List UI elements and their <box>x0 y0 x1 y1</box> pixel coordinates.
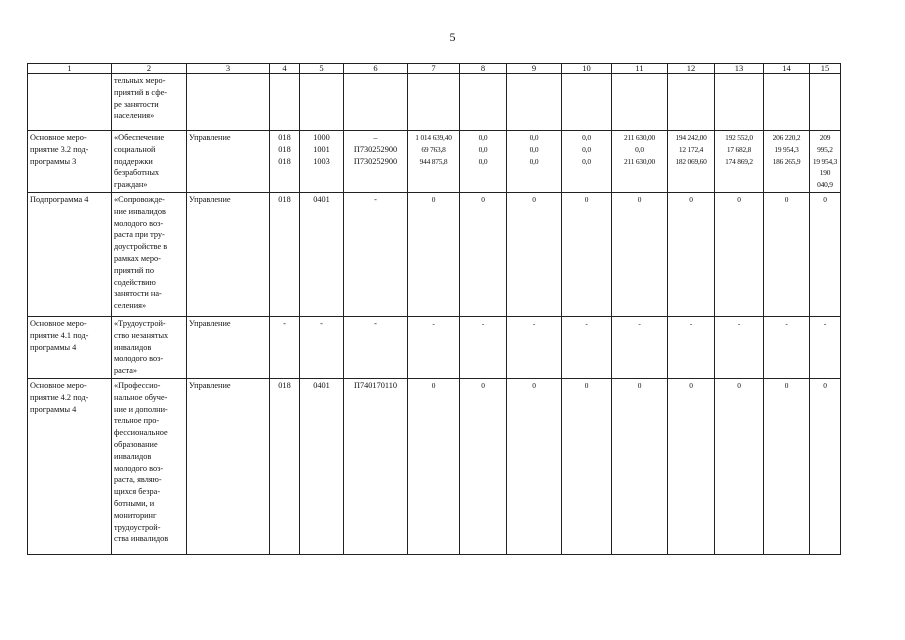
cell-line: - <box>689 318 693 328</box>
cell-year-value <box>764 378 810 554</box>
cell-line: 174 869,2 <box>725 156 753 166</box>
table-row <box>28 74 841 131</box>
cell-year-value <box>764 74 810 131</box>
cell-line: 0 <box>584 194 589 204</box>
cell-grbs-code <box>270 131 300 193</box>
cell-line: граждан» <box>114 180 148 190</box>
cell-year-value <box>668 74 715 131</box>
cell-line: 206 220,2 <box>772 133 801 142</box>
cell-line: 0 <box>481 380 485 390</box>
cell-program-name <box>28 316 112 378</box>
cell-line: ботными, и <box>114 498 155 508</box>
cell-line: 0401 <box>313 194 330 204</box>
cell-year-value <box>507 74 562 131</box>
cell-year-value <box>460 192 507 316</box>
cell-line: программы 4 <box>30 404 77 414</box>
cell-line: 0,0 <box>635 144 644 154</box>
page-number: 5 <box>449 30 456 44</box>
cell-year-value <box>612 192 668 316</box>
cell-total-value <box>408 192 460 316</box>
cell-line: - <box>374 194 377 204</box>
cell-year-value <box>668 316 715 378</box>
cell-line: 0,0 <box>529 133 539 142</box>
cell-line: поддержки <box>114 156 153 166</box>
cell-line: 0,0 <box>582 156 591 166</box>
cell-year-value <box>507 378 562 554</box>
cell-line: - <box>432 318 435 328</box>
cell-line: инвалидов <box>114 342 152 352</box>
cell-line: – <box>373 133 378 142</box>
cell-line: 0,0 <box>582 144 591 154</box>
cell-year-value <box>810 378 841 554</box>
cell-line: - <box>737 318 741 328</box>
cell-line: - <box>532 318 536 328</box>
cell-line: молодого воз- <box>114 463 164 473</box>
column-header-5: 5 <box>300 64 344 74</box>
cell-line: социальной <box>114 144 156 154</box>
table-row <box>28 316 841 378</box>
cell-line: - <box>374 318 377 328</box>
cell-line: 0 <box>431 380 436 390</box>
cell-line: рамках меро- <box>114 253 161 263</box>
cell-line: безработных <box>114 168 160 178</box>
cell-line: 0,0 <box>582 133 591 142</box>
cell-year-value <box>507 131 562 193</box>
cell-year-value <box>764 131 810 193</box>
cell-line: трудоустрой- <box>114 522 161 532</box>
cell-line: занятости на- <box>114 289 162 299</box>
cell-line: 0 <box>689 380 693 390</box>
cell-year-value <box>612 316 668 378</box>
cell-line: 209 995,2 <box>817 133 833 154</box>
cell-line: «Профессио- <box>114 380 161 390</box>
cell-line: 0 <box>823 380 827 390</box>
cell-line: 018 <box>278 133 291 142</box>
cell-line: 211 630,00 <box>624 133 655 142</box>
cell-line: 182 069,60 <box>675 156 707 166</box>
column-header-14: 14 <box>764 64 810 74</box>
cell-line: 1003 <box>313 156 330 166</box>
cell-line: молодого воз- <box>114 354 164 364</box>
cell-year-value <box>562 131 612 193</box>
cell-line: тельное про- <box>114 416 160 426</box>
cell-line: образование <box>114 439 158 449</box>
cell-year-value <box>460 131 507 193</box>
column-header-7: 7 <box>408 64 460 74</box>
cell-year-value <box>764 192 810 316</box>
cell-grbs-code <box>270 316 300 378</box>
cell-year-value <box>612 131 668 193</box>
cell-year-value <box>562 316 612 378</box>
cell-line: 0 <box>737 380 741 390</box>
cell-year-value <box>612 74 668 131</box>
cell-year-value <box>715 131 764 193</box>
cell-year-value <box>562 74 612 131</box>
cell-grbs-code <box>270 192 300 316</box>
cell-year-value <box>715 316 764 378</box>
cell-line: 018 <box>278 156 291 166</box>
cell-year-value <box>715 378 764 554</box>
cell-line: 0,0 <box>529 156 539 166</box>
cell-line: 19 954,3 <box>812 156 838 166</box>
table-row <box>28 378 841 554</box>
column-header-9: 9 <box>507 64 562 74</box>
cell-line: 186 265,9 <box>772 156 801 166</box>
cell-line: - <box>823 318 827 328</box>
cell-line: ре занятости <box>114 99 159 109</box>
cell-executor <box>187 192 270 316</box>
cell-line: приятий по <box>114 265 155 275</box>
cell-line: Управление <box>189 194 231 204</box>
cell-line: «Сопровожде- <box>114 194 165 204</box>
cell-line: 0,0 <box>529 144 539 154</box>
cell-line: инвалидов <box>114 451 152 461</box>
cell-line: 0 <box>637 380 642 390</box>
cell-line: «Трудоустрой- <box>114 318 166 328</box>
cell-line: 018 <box>278 194 291 204</box>
cell-line: 0,0 <box>478 144 488 154</box>
cell-line: содействию <box>114 277 156 287</box>
cell-line: 17 682,8 <box>726 144 752 154</box>
cell-line: 018 <box>278 144 291 154</box>
cell-line: 1001 <box>313 144 330 154</box>
cell-line: раста» <box>114 366 138 376</box>
cell-line: 0 <box>784 194 789 204</box>
cell-program-title <box>112 316 187 378</box>
cell-year-value <box>460 378 507 554</box>
cell-program-name <box>28 192 112 316</box>
column-header-11: 11 <box>612 64 668 74</box>
cell-line: 0 <box>637 194 642 204</box>
cell-line: 0 <box>532 194 536 204</box>
cell-line: 0 <box>431 194 436 204</box>
cell-line: приятий в сфе- <box>114 87 168 97</box>
cell-year-value <box>507 316 562 378</box>
cell-year-value <box>612 378 668 554</box>
cell-line: - <box>785 318 788 328</box>
column-header-12: 12 <box>668 64 715 74</box>
table-row <box>28 192 841 316</box>
cell-line: 018 <box>278 380 291 390</box>
cell-line: 0401 <box>313 380 330 390</box>
table-row <box>28 131 841 193</box>
cell-line: приятие 4.1 под- <box>30 330 89 340</box>
cell-line: Основное меро- <box>30 380 87 390</box>
cell-line: 0 <box>823 194 827 204</box>
column-header-13: 13 <box>715 64 764 74</box>
cell-line: селения» <box>114 301 147 311</box>
column-header-8: 8 <box>460 64 507 74</box>
cell-year-value <box>562 192 612 316</box>
cell-executor <box>187 74 270 131</box>
cell-year-value <box>715 192 764 316</box>
cell-line: нальное обуче- <box>114 392 168 402</box>
cell-year-value <box>460 74 507 131</box>
cell-line: 0 <box>481 194 485 204</box>
cell-section-code <box>300 131 344 193</box>
cell-executor <box>187 316 270 378</box>
cell-line: 0 <box>689 194 693 204</box>
cell-line: программы 3 <box>30 156 77 166</box>
cell-year-value <box>507 192 562 316</box>
cell-year-value <box>764 316 810 378</box>
cell-program-title <box>112 192 187 316</box>
cell-program-name <box>28 74 112 131</box>
cell-line: доустройстве в <box>114 242 168 252</box>
cell-line: ства инвалидов <box>114 534 169 544</box>
cell-line: мониторинг <box>114 510 157 520</box>
cell-line: 192 552,0 <box>725 133 753 142</box>
cell-line: П730252900 <box>353 144 398 154</box>
cell-year-value <box>810 316 841 378</box>
program-table <box>27 63 841 555</box>
cell-executor <box>187 378 270 554</box>
cell-year-value <box>668 378 715 554</box>
cell-program-title <box>112 74 187 131</box>
cell-line: 1 014 639,40 <box>415 133 452 142</box>
cell-executor <box>187 131 270 193</box>
cell-target-article <box>344 316 408 378</box>
cell-total-value <box>408 316 460 378</box>
cell-line: - <box>585 318 588 328</box>
cell-line: Основное меро- <box>30 318 87 328</box>
column-header-6: 6 <box>344 64 408 74</box>
cell-section-code <box>300 378 344 554</box>
cell-line: населения» <box>114 111 155 121</box>
cell-line: П740170110 <box>353 380 398 390</box>
cell-line: ние инвалидов <box>114 206 166 216</box>
cell-target-article <box>344 74 408 131</box>
cell-line: молодого воз- <box>114 218 164 228</box>
cell-line: Подпрограмма 4 <box>30 194 89 204</box>
column-header-2: 2 <box>112 64 187 74</box>
cell-program-name <box>28 131 112 193</box>
cell-line: П730252900 <box>353 156 398 166</box>
cell-line: раста при тру- <box>114 230 165 240</box>
cell-line: 0,0 <box>478 133 488 142</box>
cell-line: 211 630,00 <box>624 156 655 166</box>
column-header-10: 10 <box>562 64 612 74</box>
cell-year-value <box>668 192 715 316</box>
cell-line: программы 4 <box>30 342 77 352</box>
cell-line: 0 <box>784 380 789 390</box>
cell-line: 194 242,00 <box>675 133 707 142</box>
cell-line: 0 <box>584 380 589 390</box>
cell-program-name <box>28 378 112 554</box>
cell-year-value <box>810 74 841 131</box>
cell-line: Основное меро- <box>30 133 87 142</box>
cell-line: 69 763,8 <box>421 144 446 154</box>
cell-line: Управление <box>189 318 231 328</box>
cell-line: 190 040,9 <box>817 168 833 190</box>
cell-line: - <box>320 318 323 328</box>
cell-target-article <box>344 192 408 316</box>
column-header-3: 3 <box>187 64 270 74</box>
cell-year-value <box>715 74 764 131</box>
cell-line: щихся безра- <box>114 487 161 497</box>
cell-year-value <box>810 192 841 316</box>
header-row <box>28 64 841 74</box>
cell-section-code <box>300 192 344 316</box>
cell-section-code <box>300 74 344 131</box>
cell-line: 0,0 <box>478 156 488 166</box>
cell-section-code <box>300 316 344 378</box>
table-body <box>28 64 841 555</box>
cell-line: приятие 3.2 под- <box>30 144 89 154</box>
cell-line: приятие 4.2 под- <box>30 392 89 402</box>
cell-line: 12 172,4 <box>678 144 704 154</box>
cell-target-article <box>344 378 408 554</box>
cell-line: - <box>481 318 485 328</box>
cell-line: 0 <box>532 380 536 390</box>
cell-line: Управление <box>189 133 231 142</box>
cell-program-title <box>112 131 187 193</box>
cell-line: - <box>638 318 641 328</box>
column-header-15: 15 <box>810 64 841 74</box>
cell-line: раста, являю- <box>114 475 162 485</box>
cell-line: тельных меро- <box>114 76 166 85</box>
cell-year-value <box>562 378 612 554</box>
cell-year-value <box>668 131 715 193</box>
cell-grbs-code <box>270 74 300 131</box>
column-header-1: 1 <box>28 64 112 74</box>
cell-line: - <box>283 318 286 328</box>
column-header-4: 4 <box>270 64 300 74</box>
cell-line: фессиональное <box>114 428 168 438</box>
cell-line: 1000 <box>313 133 330 142</box>
cell-line: 0 <box>737 194 741 204</box>
cell-line: Управление <box>189 380 231 390</box>
cell-grbs-code <box>270 378 300 554</box>
cell-target-article <box>344 131 408 193</box>
cell-total-value <box>408 74 460 131</box>
cell-line: «Обеспечение <box>114 133 165 142</box>
cell-year-value <box>460 316 507 378</box>
cell-line: ство незанятых <box>114 330 169 340</box>
cell-program-title <box>112 378 187 554</box>
cell-total-value <box>408 131 460 193</box>
cell-line: 19 954,3 <box>774 144 799 154</box>
cell-line: 944 875,8 <box>419 156 448 166</box>
cell-year-value <box>810 131 841 193</box>
cell-total-value <box>408 378 460 554</box>
cell-line: ние и дополни- <box>114 404 168 414</box>
